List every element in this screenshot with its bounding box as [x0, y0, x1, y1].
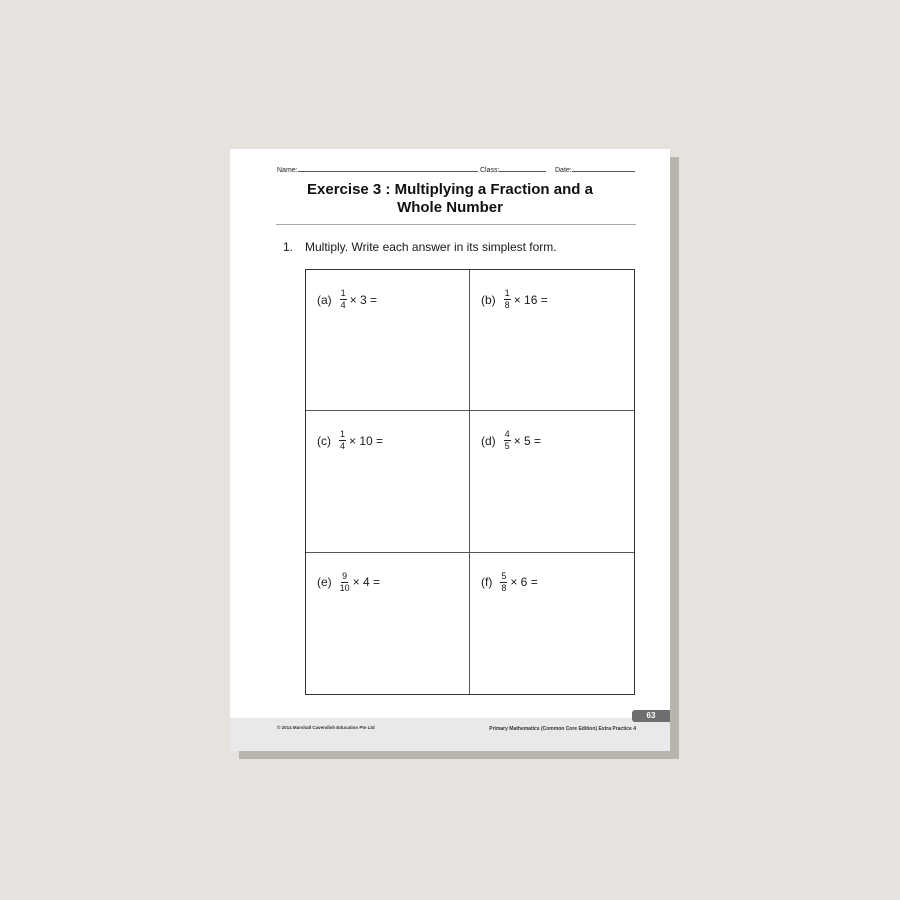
numerator: 5	[501, 570, 507, 581]
fraction	[504, 289, 511, 310]
numerator: 1	[504, 288, 510, 298]
name-line	[298, 165, 478, 172]
title-line-2: Whole Number	[397, 199, 503, 216]
denominator: 10	[339, 582, 350, 593]
page-title	[230, 181, 670, 217]
numerator: 1	[340, 288, 346, 298]
date-line	[572, 165, 635, 172]
book-title: Primary Mathematics (Common Core Edition) Extra Practice 4	[489, 726, 636, 732]
denominator: 4	[340, 441, 346, 452]
worksheet-page	[230, 149, 670, 751]
problem-cell-a[interactable]	[306, 270, 470, 411]
question-number: 1.	[283, 240, 294, 254]
class-line	[499, 165, 546, 172]
problem-cell-d[interactable]	[470, 411, 634, 552]
fraction	[340, 572, 350, 593]
problem-cell-e[interactable]	[306, 553, 470, 694]
title-divider	[276, 224, 636, 225]
fraction	[500, 572, 507, 593]
problem-label: (b)	[481, 292, 496, 307]
question-instruction: Multiply. Write each answer in its simplest form.	[305, 240, 557, 254]
problem-d	[481, 430, 541, 451]
date-field	[555, 165, 635, 174]
problem-expression: × 10 =	[349, 433, 384, 448]
name-field	[277, 165, 478, 174]
denominator: 8	[501, 582, 507, 593]
numerator: 1	[340, 429, 346, 440]
problem-label: (a)	[317, 292, 332, 307]
problem-label: (d)	[481, 433, 496, 448]
problem-f	[481, 572, 538, 593]
problem-label: (f)	[481, 575, 493, 590]
page-number: 63	[632, 710, 670, 722]
problem-c	[317, 430, 383, 451]
date-label: Date:	[555, 167, 572, 174]
problem-expression: × 3 =	[349, 292, 378, 307]
copyright-text: © 2014 Marshall Cavendish Education Pte Ltd	[277, 725, 375, 730]
numerator: 4	[504, 429, 510, 440]
problem-expression: × 6 =	[510, 575, 538, 590]
class-field	[480, 165, 546, 174]
fraction	[339, 430, 346, 451]
denominator: 5	[504, 441, 510, 452]
problem-cell-b[interactable]	[470, 270, 634, 411]
problem-label: (c)	[317, 433, 331, 448]
problem-cell-c[interactable]	[306, 411, 470, 552]
page-footer	[230, 718, 670, 751]
problem-expression: × 5 =	[513, 433, 542, 448]
class-label: Class:	[480, 167, 500, 174]
fraction	[504, 430, 511, 451]
denominator: 4	[340, 300, 346, 310]
fraction	[340, 289, 347, 310]
problem-cell-f[interactable]	[470, 553, 634, 694]
problem-grid	[305, 269, 635, 695]
problem-b	[481, 289, 548, 310]
name-label: Name:	[277, 167, 298, 174]
problem-label: (e)	[317, 575, 332, 590]
problem-expression: × 16 =	[513, 292, 548, 307]
numerator: 9	[342, 570, 348, 581]
denominator: 8	[504, 300, 510, 310]
problem-expression: × 4 =	[352, 575, 381, 590]
problem-a	[317, 289, 377, 310]
problem-e	[317, 572, 380, 593]
title-line-1: Exercise 3 : Multiplying a Fraction and a	[307, 181, 593, 198]
